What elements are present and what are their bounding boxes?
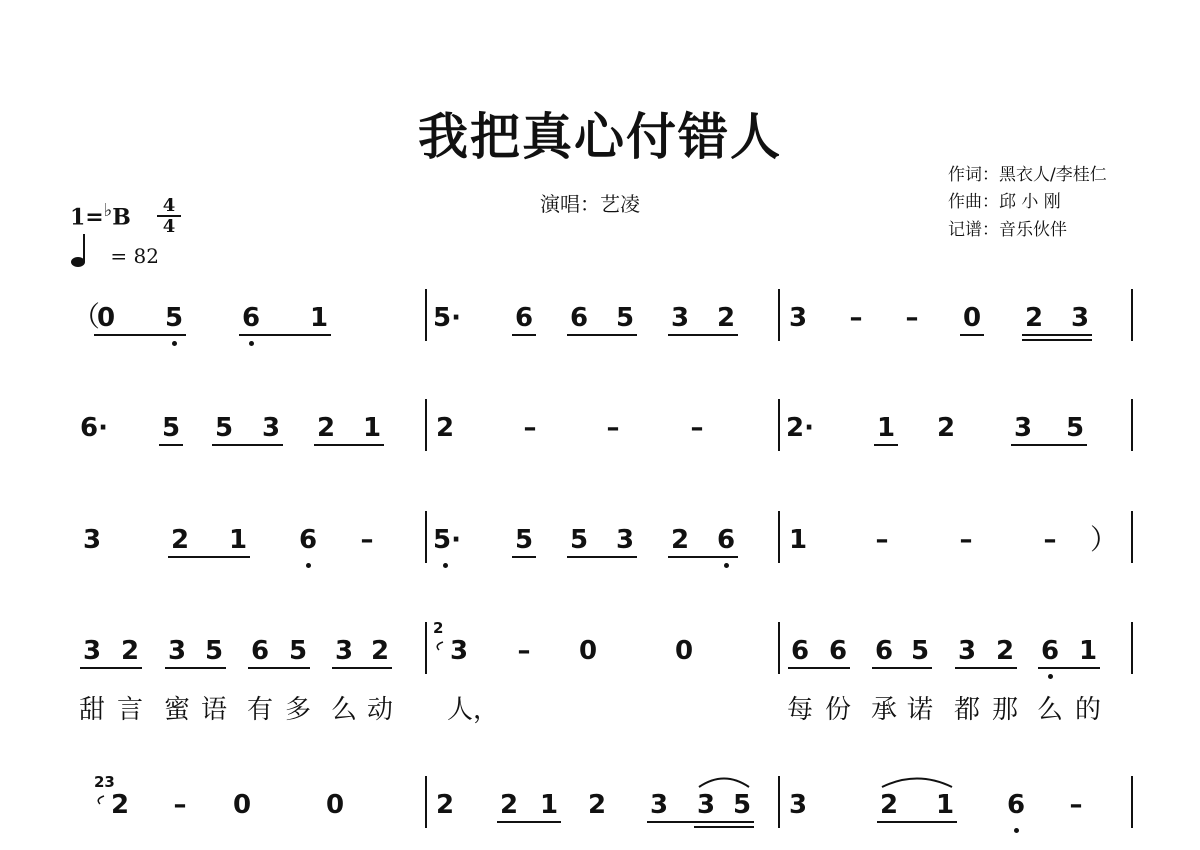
- grace-tie-icon: [433, 641, 445, 651]
- lyric-char: 动: [366, 695, 393, 725]
- beam-underline: [960, 334, 984, 336]
- barline: [778, 776, 780, 828]
- note: 5·: [433, 525, 461, 555]
- low-octave-dot: [1014, 828, 1019, 833]
- note: 3: [957, 636, 977, 666]
- lyric-char: 多: [284, 695, 311, 725]
- note: 2: [120, 636, 140, 666]
- note: 5: [204, 636, 224, 666]
- low-octave-dot: [172, 341, 177, 346]
- note: 3: [167, 636, 187, 666]
- beam-underline-second: [694, 826, 754, 828]
- barline: [425, 289, 427, 341]
- note: 6: [298, 525, 318, 555]
- note: 0: [232, 790, 252, 820]
- lyric-char: 语: [200, 695, 227, 725]
- note: 1: [935, 790, 955, 820]
- note: 1: [228, 525, 248, 555]
- note: 3: [1013, 413, 1033, 443]
- note: 6: [1006, 790, 1026, 820]
- note: 0: [96, 303, 116, 333]
- beam-underline: [497, 821, 561, 823]
- note: 3: [696, 790, 716, 820]
- beam-underline: [512, 556, 536, 558]
- beam-underline: [94, 334, 186, 336]
- note: –: [1043, 525, 1057, 555]
- note: 6: [716, 525, 736, 555]
- time-numerator: 4: [157, 196, 181, 217]
- note: 3: [649, 790, 669, 820]
- note: 2: [435, 413, 455, 443]
- beam-underline: [314, 444, 384, 446]
- beam-underline: [872, 667, 932, 669]
- note: 5: [161, 413, 181, 443]
- lyric-char: 那: [991, 695, 1018, 725]
- beam-underline: [668, 334, 738, 336]
- note: 2: [716, 303, 736, 333]
- note: 2: [316, 413, 336, 443]
- note: –: [959, 525, 973, 555]
- lyricist-credit: 作词：黑衣人/李桂仁: [948, 165, 1107, 185]
- barline: [1131, 776, 1133, 828]
- note: 6: [241, 303, 261, 333]
- lyric-char: 人，: [447, 695, 500, 725]
- note: –: [905, 303, 919, 333]
- barline: [778, 511, 780, 563]
- note: 5: [214, 413, 234, 443]
- note: 6: [828, 636, 848, 666]
- note: 2: [587, 790, 607, 820]
- note: 0: [962, 303, 982, 333]
- beam-underline: [1022, 334, 1092, 336]
- note: 5: [164, 303, 184, 333]
- note: 1: [539, 790, 559, 820]
- key-label: 1=: [70, 204, 104, 231]
- note: 1: [788, 525, 808, 555]
- low-octave-dot: [306, 563, 311, 568]
- note: 6: [1040, 636, 1060, 666]
- note: 3: [334, 636, 354, 666]
- barline: [425, 399, 427, 451]
- slur-arc: [881, 774, 953, 788]
- lyric-char: 份: [824, 695, 851, 725]
- slur-arc: [698, 774, 750, 788]
- barline: [778, 399, 780, 451]
- beam-underline: [332, 667, 392, 669]
- note: 6: [250, 636, 270, 666]
- lyric-char: 么: [1036, 695, 1063, 725]
- singer-credit: 演唱：艺凌: [540, 192, 640, 216]
- note: 3: [449, 636, 469, 666]
- key-note: B: [112, 204, 131, 231]
- note: 5: [615, 303, 635, 333]
- low-octave-dot: [249, 341, 254, 346]
- note: 2: [936, 413, 956, 443]
- beam-underline-second: [1022, 339, 1092, 341]
- barline: [425, 776, 427, 828]
- barline: [425, 622, 427, 674]
- note: 5: [910, 636, 930, 666]
- grace-tie: [433, 638, 445, 654]
- barline: [1131, 289, 1133, 341]
- note: 3: [670, 303, 690, 333]
- tempo-marking: [70, 232, 159, 268]
- flat-sign: ♭: [103, 200, 113, 221]
- note: –: [1069, 790, 1083, 820]
- barline: [425, 511, 427, 563]
- repeat-paren-close: ）: [1090, 523, 1119, 556]
- note: 2: [995, 636, 1015, 666]
- time-denominator: 4: [162, 216, 176, 237]
- note: –: [173, 790, 187, 820]
- note: 2: [499, 790, 519, 820]
- beam-underline: [1011, 444, 1087, 446]
- low-octave-dot: [1048, 674, 1053, 679]
- low-octave-dot: [443, 563, 448, 568]
- lyric-char: 蜜: [163, 695, 190, 725]
- barline: [778, 289, 780, 341]
- note: 5: [288, 636, 308, 666]
- note: 5: [1065, 413, 1085, 443]
- time-signature: [157, 196, 181, 236]
- note: 2: [110, 790, 130, 820]
- lyric-char: 么: [330, 695, 357, 725]
- note: –: [690, 413, 704, 443]
- composer-credit: 作曲：邱 小 刚: [948, 192, 1061, 212]
- tempo-bpm: 82: [133, 244, 159, 268]
- note: –: [875, 525, 889, 555]
- note: 0: [325, 790, 345, 820]
- grace-tie-icon: [94, 795, 106, 805]
- note: –: [523, 413, 537, 443]
- beam-underline: [874, 444, 898, 446]
- beam-underline: [647, 821, 754, 823]
- beam-underline: [788, 667, 850, 669]
- note: 1: [876, 413, 896, 443]
- tempo-equals: =: [110, 244, 128, 268]
- repeat-paren-open: （: [72, 300, 101, 333]
- lyric-char: 的: [1074, 695, 1101, 725]
- beam-underline: [877, 821, 957, 823]
- beam-underline: [512, 334, 536, 336]
- lyric-char: 诺: [906, 695, 933, 725]
- lyric-char: 都: [953, 695, 980, 725]
- note: 2: [170, 525, 190, 555]
- note: 3: [788, 790, 808, 820]
- barline: [1131, 511, 1133, 563]
- lyric-char: 甜: [78, 695, 105, 725]
- note: –: [360, 525, 374, 555]
- beam-underline: [1038, 667, 1100, 669]
- note: 0: [578, 636, 598, 666]
- beam-underline: [567, 334, 637, 336]
- barline: [778, 622, 780, 674]
- lyric-char: 每: [786, 695, 813, 725]
- grace-note: 2: [433, 619, 444, 637]
- note: 6: [790, 636, 810, 666]
- lyric-char: 言: [116, 695, 143, 725]
- note: 2·: [786, 413, 814, 443]
- note: 2: [1024, 303, 1044, 333]
- lyric-char: 有: [246, 695, 273, 725]
- note: –: [849, 303, 863, 333]
- note: 0: [674, 636, 694, 666]
- note: 5: [514, 525, 534, 555]
- note: 3: [82, 636, 102, 666]
- quarter-note-icon: [70, 232, 104, 268]
- note: 2: [879, 790, 899, 820]
- beam-underline: [567, 556, 637, 558]
- barline: [1131, 399, 1133, 451]
- note: 5: [569, 525, 589, 555]
- beam-underline: [212, 444, 283, 446]
- note: –: [606, 413, 620, 443]
- note: 6·: [80, 413, 108, 443]
- beam-underline: [80, 667, 142, 669]
- note: 2: [670, 525, 690, 555]
- note: 6: [874, 636, 894, 666]
- beam-underline: [239, 334, 331, 336]
- beam-underline: [668, 556, 738, 558]
- note: 1: [1078, 636, 1098, 666]
- note: 5: [732, 790, 752, 820]
- beam-underline: [165, 667, 226, 669]
- beam-underline: [248, 667, 310, 669]
- note: 3: [615, 525, 635, 555]
- grace-tie: [94, 792, 106, 808]
- note: 2: [370, 636, 390, 666]
- lyric-char: 承: [870, 695, 897, 725]
- beam-underline: [159, 444, 183, 446]
- grace-note: 23: [94, 773, 115, 791]
- note: 2: [435, 790, 455, 820]
- beam-underline: [955, 667, 1017, 669]
- note: 6: [569, 303, 589, 333]
- key-signature: [70, 200, 131, 230]
- note: 3: [788, 303, 808, 333]
- song-title: 我把真心付错人: [418, 107, 782, 166]
- note: 3: [261, 413, 281, 443]
- transcriber-credit: 记谱：音乐伙伴: [948, 220, 1067, 240]
- note: –: [517, 636, 531, 666]
- note: 1: [362, 413, 382, 443]
- note: 3: [82, 525, 102, 555]
- note: 6: [514, 303, 534, 333]
- note: 1: [309, 303, 329, 333]
- low-octave-dot: [724, 563, 729, 568]
- note: 3: [1070, 303, 1090, 333]
- beam-underline: [168, 556, 250, 558]
- note: 5·: [433, 303, 461, 333]
- barline: [1131, 622, 1133, 674]
